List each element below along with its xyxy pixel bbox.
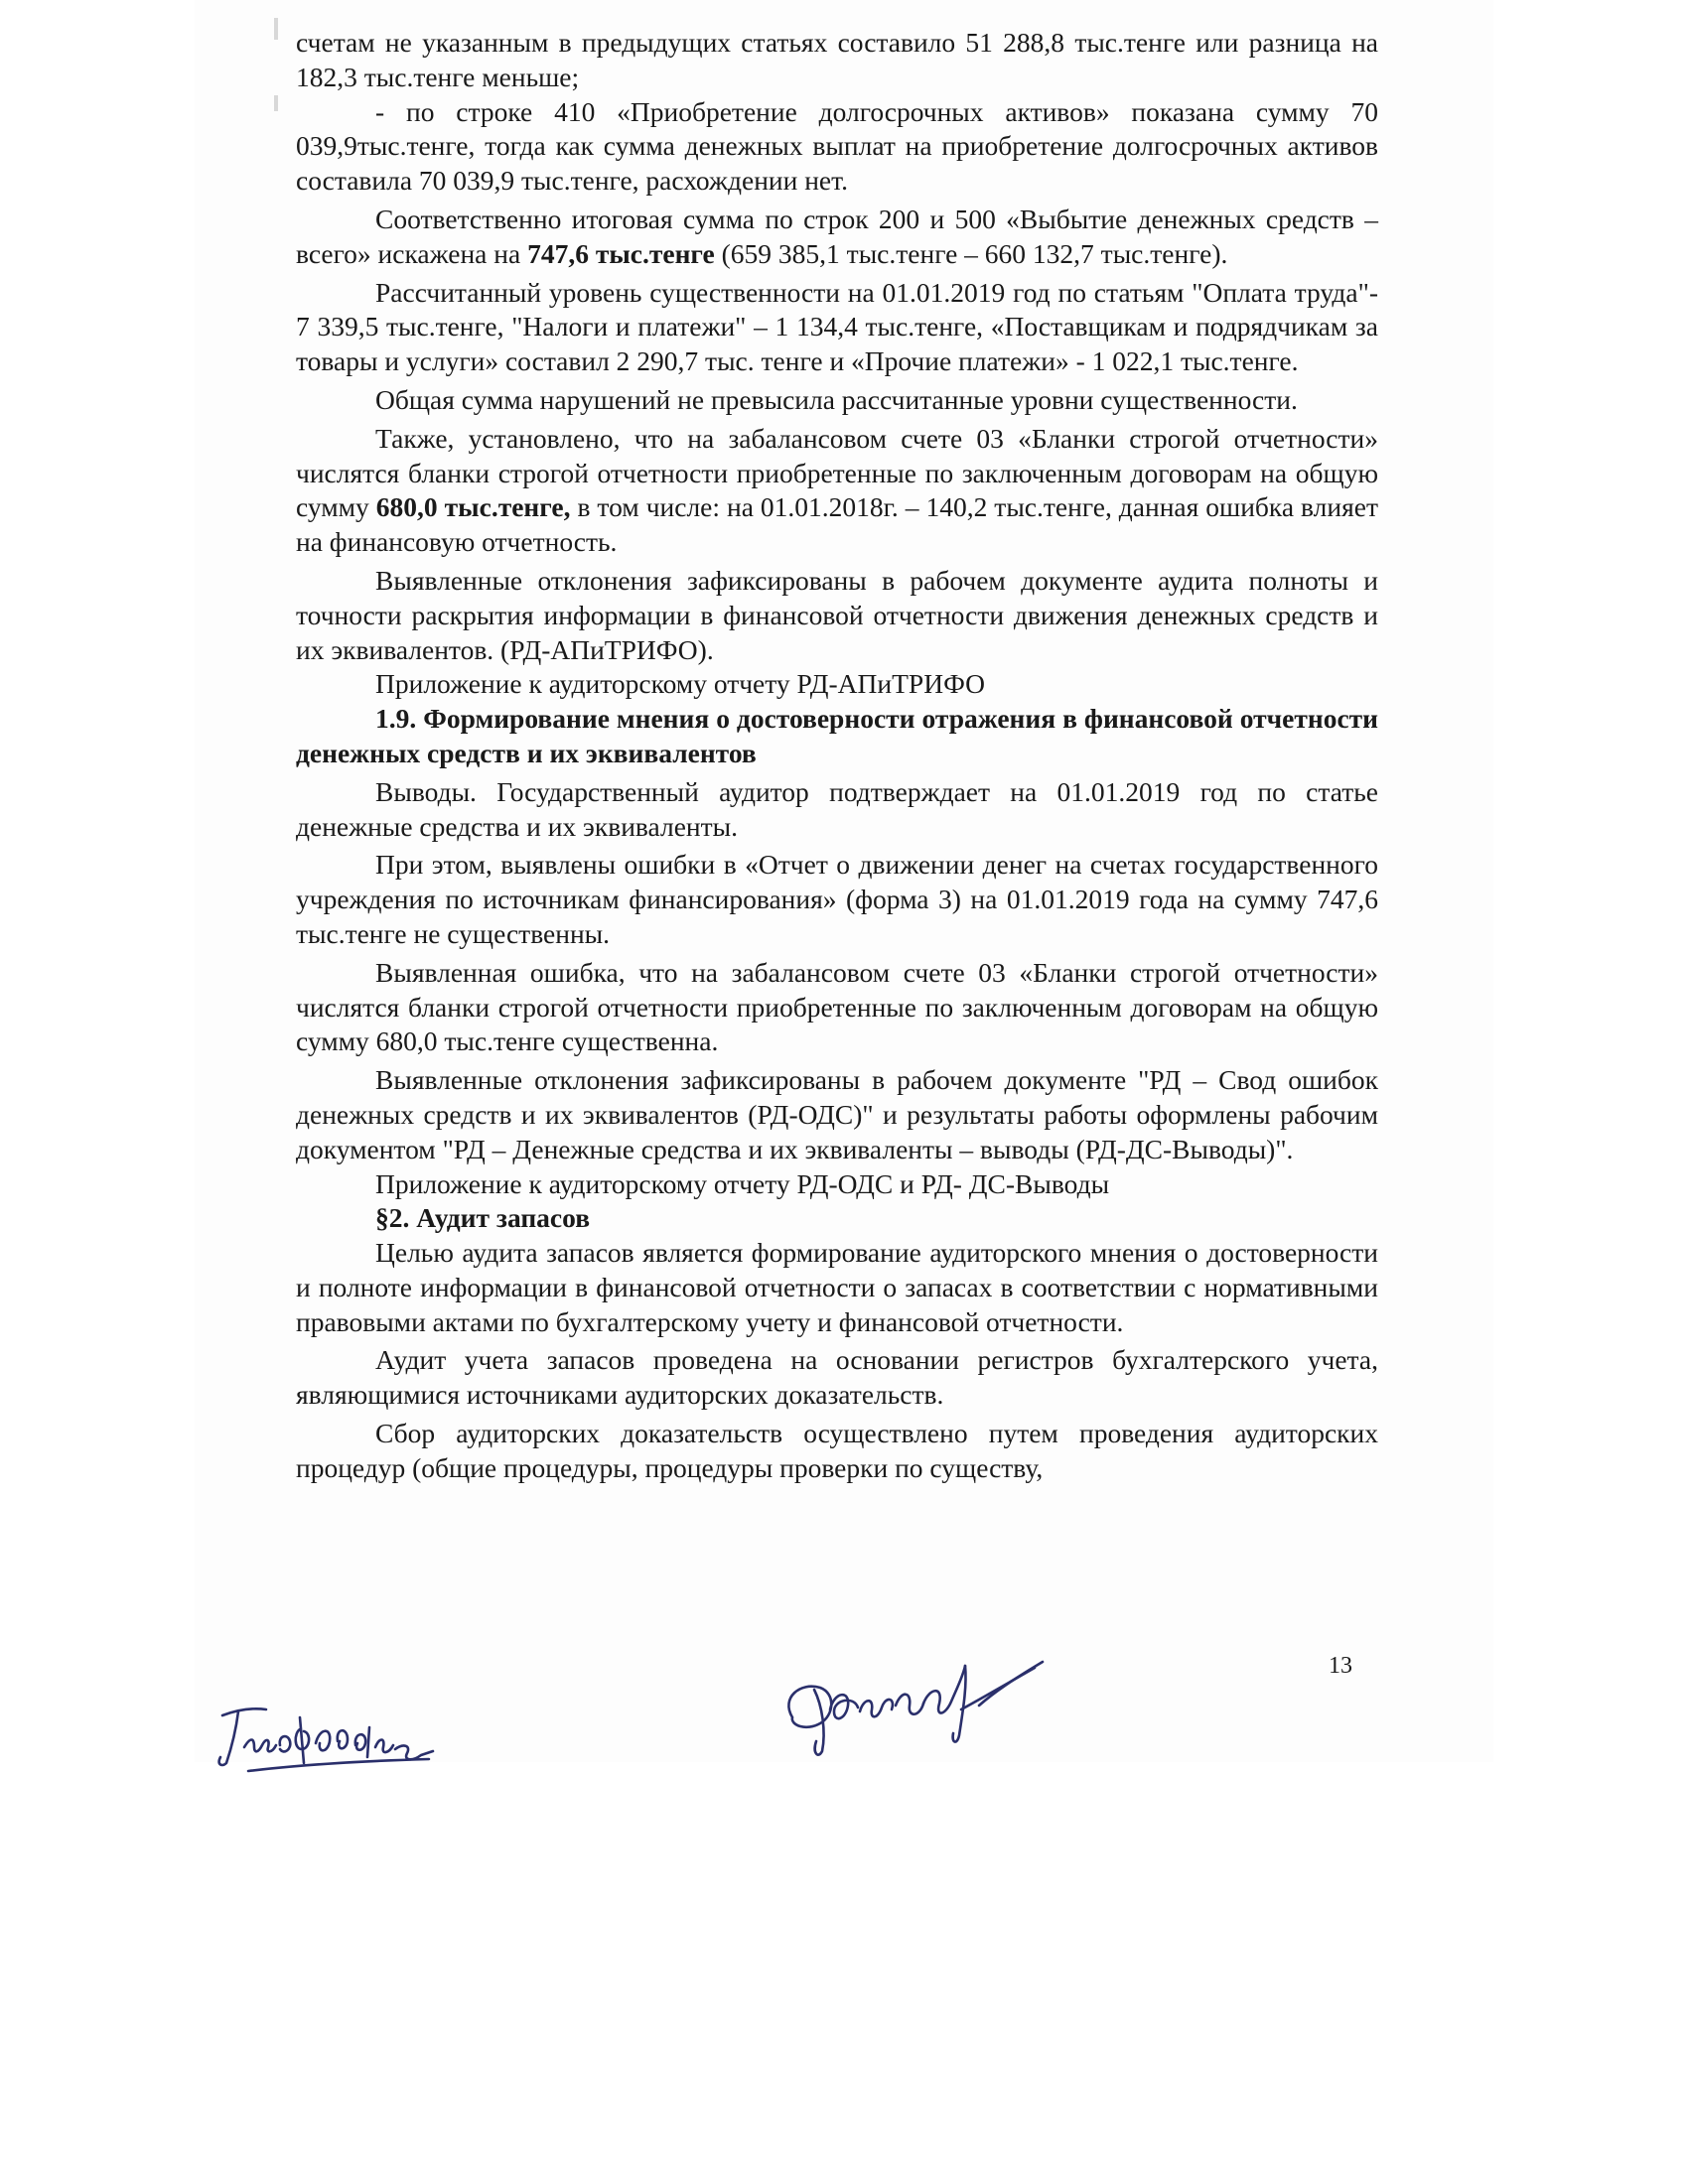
paragraph: Целью аудита запасов является формирование аудиторского мнения о достоверности и полноте информации в финансовой отчетности о запасах в соответствии с нормативными правовыми актами по бухгалтерскому учету и финансовой отчетности. <box>296 1237 1378 1337</box>
paragraph-text: в том числе: на 01.01.2018г. – 140,2 тыс.тенге, данная ошибка влияет на финансовую отчетность. <box>296 491 1378 558</box>
paragraph: Сбор аудиторских доказательств осуществлено путем проведения аудиторских процедур (общие процедуры, процедуры проверки по существу, <box>296 1418 1378 1483</box>
paragraph-text: Также, установлено, что на забалансовом счете 03 «Бланки строгой отчетности» числятся бланки строгой отчетности приобретенные по заключенным договорам на общую сумму <box>296 422 1378 523</box>
scan-artifact-mark <box>274 95 278 111</box>
handwritten-signature-left <box>209 1688 447 1777</box>
paragraph-text: (659 385,1 тыс.тенге – 660 132,7 тыс.тенге). <box>714 237 1228 269</box>
scan-artifact-mark <box>274 18 278 40</box>
paragraph: Выявленная ошибка, что на забалансовом счете 03 «Бланки строгой отчетности» числятся бланки строгой отчетности приобретенные по заключенным договорам на общую сумму 680,0 тыс.тенге существенна. <box>296 956 1378 1057</box>
paragraph: Выводы. Государственный аудитор подтверждает на 01.01.2019 год по статье денежные средства и их эквиваленты. <box>296 775 1378 842</box>
paragraph: Аудит учета запасов проведена на основании регистров бухгалтерского учета, являющимися источниками аудиторских доказательств. <box>296 1344 1378 1411</box>
paragraph: Общая сумма нарушений не превысила рассчитанные уровни существенности. <box>375 383 1298 415</box>
paragraph: Приложение к аудиторскому отчету РД-АПиТРИФО <box>375 668 985 700</box>
section-heading: 1.9. Формирование мнения о достоверности отражения в финансовой отчетности денежных средств и их эквивалентов <box>296 703 1378 768</box>
paragraph <box>296 203 1378 272</box>
paragraph: При этом, выявлены ошибки в «Отчет о движении денег на счетах государственного учреждения по источникам финансирования» (форма 3) на 01.01.2019 года на сумму 747,6 тыс.тенге не существенны. <box>296 849 1378 949</box>
paragraph: Рассчитанный уровень существенности на 01.01.2019 год по статьям "Оплата труда"- 7 339,5 тыс.тенге, "Налоги и платежи" – 1 134,4 тыс.тенге, «Поставщикам и подрядчикам за товары и услуги» составил 2 290,7 тыс. тенге и «Прочие платежи» - 1 022,1 тыс.тенге. <box>296 276 1378 377</box>
highlighted-amount: 680,0 тыс.тенге, <box>375 491 571 523</box>
section-heading: §2. Аудит запасов <box>375 1202 591 1234</box>
page-number: 13 <box>1329 1653 1352 1679</box>
paragraph: - по строке 410 «Приобретение долгосрочных активов» показана сумму 70 039,9тыс.тенге, тогда как сумма денежных выплат на приобретение долгосрочных активов составила 70 039,9 тыс.тенге, расхождении нет. <box>296 95 1378 197</box>
paragraph: счетам не указанным в предыдущих статьях составило 51 288,8 тыс.тенге или разница на 182,3 тыс.тенге меньше; <box>296 27 1378 92</box>
paragraph: Выявленные отклонения зафиксированы в рабочем документе аудита полноты и точности раскрытия информации в финансовой отчетности движения денежных средств и их эквивалентов. (РД-АПиТРИФО). <box>296 564 1378 665</box>
document-body <box>296 26 1378 1486</box>
handwritten-signature-center <box>774 1646 1072 1765</box>
paragraph-text: Соответственно итоговая сумма по строк 200 и 500 «Выбытие денежных средств – всего» искажена на <box>296 203 1378 269</box>
highlighted-amount: 747,6 тыс.тенге <box>527 237 715 269</box>
paragraph <box>296 422 1378 560</box>
paragraph: Приложение к аудиторскому отчету РД-ОДС и РД- ДС-Выводы <box>375 1167 1110 1199</box>
paragraph: Выявленные отклонения зафиксированы в рабочем документе "РД – Свод ошибок денежных средств и их эквивалентов (РД-ОДС)" и результаты работы оформлены рабочим документом "РД – Денежные средства и их эквиваленты – выводы (РД-ДС-Выводы)". <box>296 1064 1378 1164</box>
